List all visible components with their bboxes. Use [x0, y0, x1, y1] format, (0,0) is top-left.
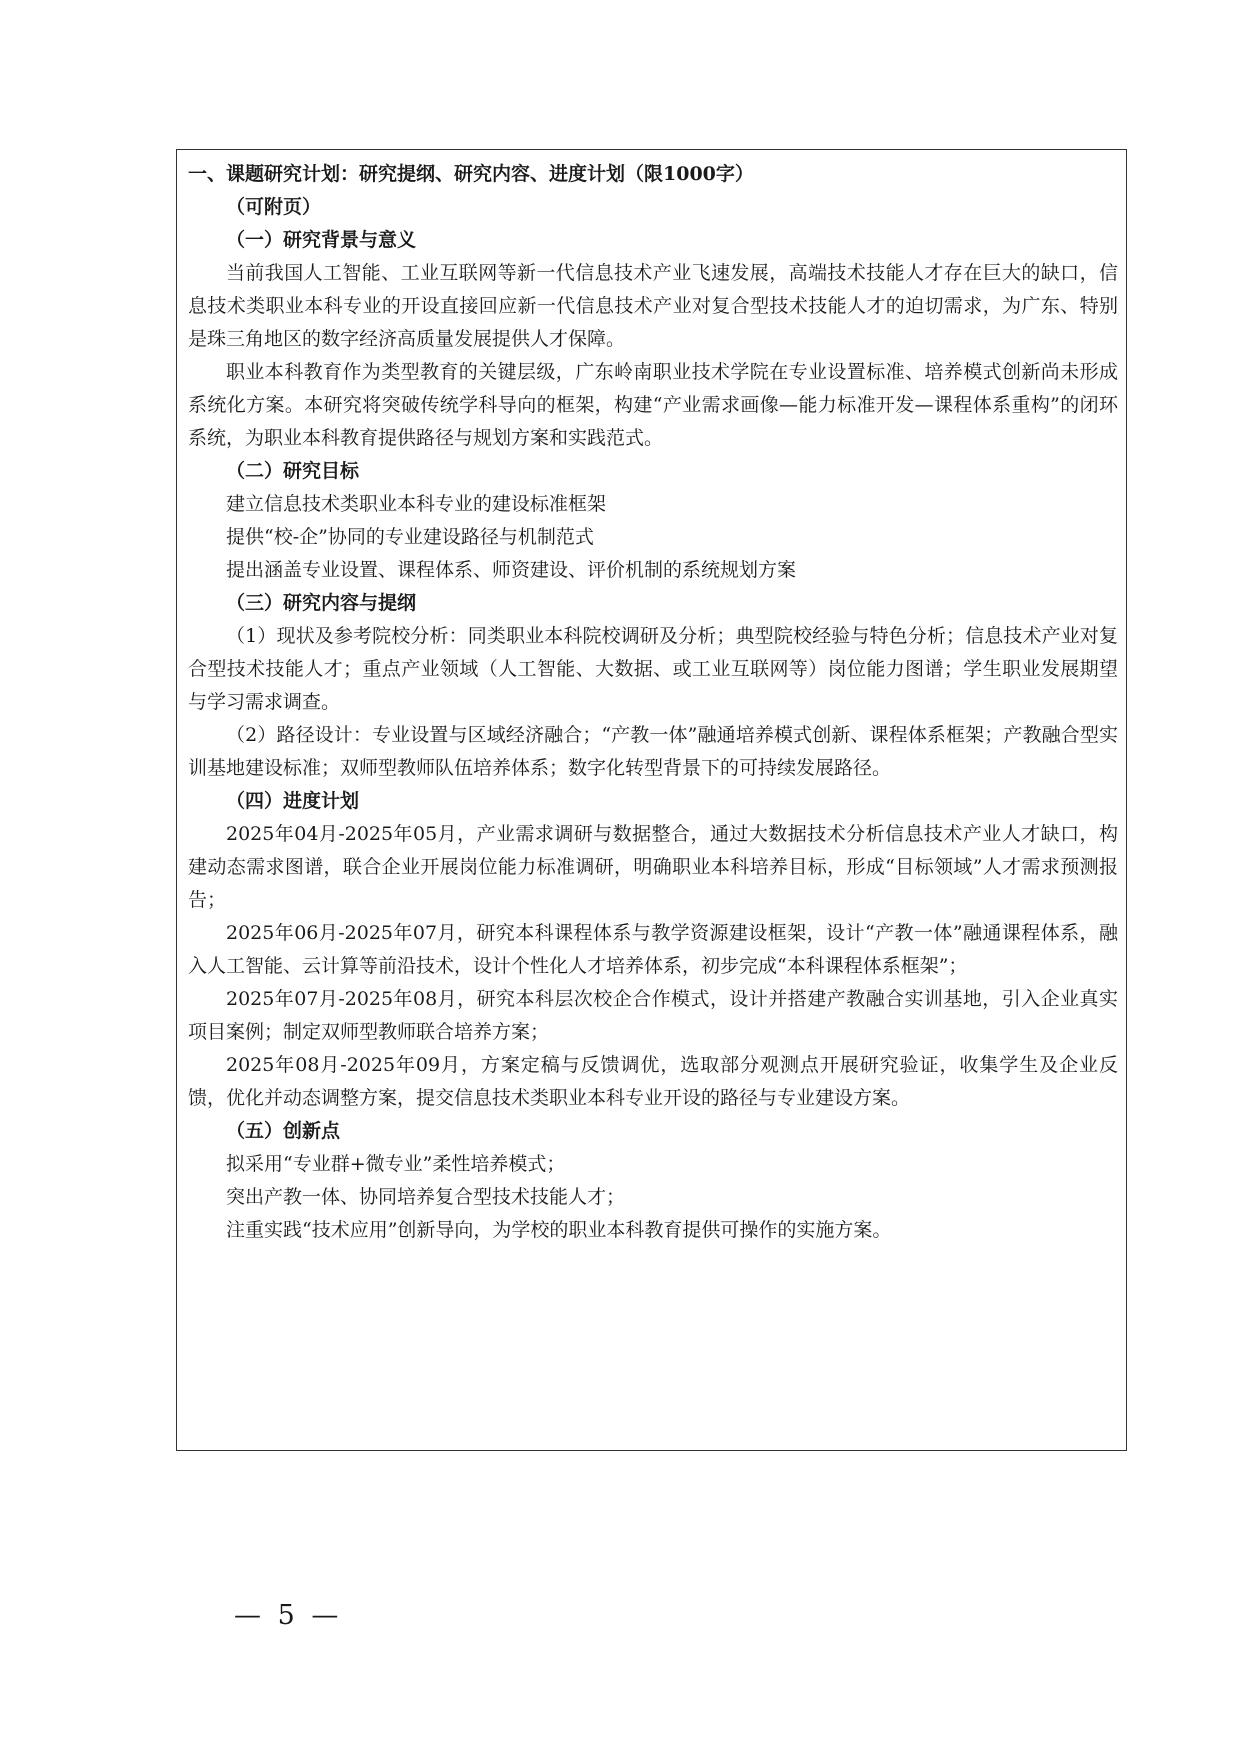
background-paragraph-1: 当前我国人工智能、工业互联网等新一代信息技术产业飞速发展，高端技术技能人才存在巨大的缺口，信息技术类职业本科专业的开设直接回应新一代信息技术产业对复合型技术技能人才的迫切需求，为广东、特别是珠三角地区的数字经济高质量发展提供人才保障。	[188, 262, 1118, 350]
innovation-item: 拟采用“专业群+微专业”柔性培养模式；	[226, 1153, 566, 1175]
schedule-item: 2025年08月-2025年09月，方案定稿与反馈调优，选取部分观测点开展研究验证，收集学生及企业反馈，优化并动态调整方案，提交信息技术类职业本科专业开设的路径与专业建设方案。	[188, 1054, 1118, 1109]
background-paragraph-2: 职业本科教育作为类型教育的关键层级，广东岭南职业技术学院在专业设置标准、培养模式创新尚未形成系统化方案。本研究将突破传统学科导向的框架，构建“产业需求画像—能力标准开发—课程体系重构”的闭环系统，为职业本科教育提供路径与规划方案和实践范式。	[188, 361, 1118, 449]
heading-note: （可附页）	[226, 196, 322, 218]
content-paragraph-2: （2）路径设计：专业设置与区域经济融合；“产教一体”融通培养模式创新、课程体系框架；产教融合型实训基地建设标准；双师型教师队伍培养体系；数字化转型背景下的可持续发展路径。	[188, 724, 1118, 779]
section-heading: 一、课题研究计划：研究提纲、研究内容、进度计划（限1000字）	[188, 163, 754, 185]
goal-item: 提供“校-企”协同的专业建设路径与机制范式	[226, 526, 594, 548]
page-number: — 5 —	[234, 1600, 343, 1631]
content-title: （三）研究内容与提纲	[226, 592, 417, 614]
innovation-item: 突出产教一体、协同培养复合型技术技能人才；	[226, 1186, 626, 1208]
innovation-item: 注重实践“技术应用”创新导向，为学校的职业本科教育提供可操作的实施方案。	[226, 1219, 892, 1241]
schedule-item: 2025年07月-2025年08月，研究本科层次校企合作模式，设计并搭建产教融合实训基地，引入企业真实项目案例；制定双师型教师联合培养方案；	[188, 988, 1118, 1043]
schedule-item: 2025年06月-2025年07月，研究本科课程体系与教学资源建设框架，设计“产教一体”融通课程体系，融入人工智能、云计算等前沿技术，设计个性化人才培养体系，初步完成“本科课程体系框架”；	[188, 922, 1118, 977]
content-paragraph-1: （1）现状及参考院校分析：同类职业本科院校调研及分析；典型院校经验与特色分析；信息技术产业对复合型技术技能人才；重点产业领域（人工智能、大数据、或工业互联网等）岗位能力图谱；学生职业发展期望与学习需求调查。	[188, 625, 1118, 713]
research-plan-content	[188, 158, 1118, 1247]
innovation-title: （五）创新点	[226, 1120, 341, 1142]
goals-title: （二）研究目标	[226, 460, 360, 482]
goal-item: 建立信息技术类职业本科专业的建设标准框架	[226, 493, 607, 515]
schedule-item: 2025年04月-2025年05月，产业需求调研与数据整合，通过大数据技术分析信息技术产业人才缺口，构建动态需求图谱，联合企业开展岗位能力标准调研，明确职业本科培养目标，形成“目标领域”人才需求预测报告；	[188, 823, 1118, 911]
schedule-title: （四）进度计划	[226, 790, 360, 812]
background-title: （一）研究背景与意义	[226, 229, 417, 251]
goal-item: 提出涵盖专业设置、课程体系、师资建设、评价机制的系统规划方案	[226, 559, 797, 581]
